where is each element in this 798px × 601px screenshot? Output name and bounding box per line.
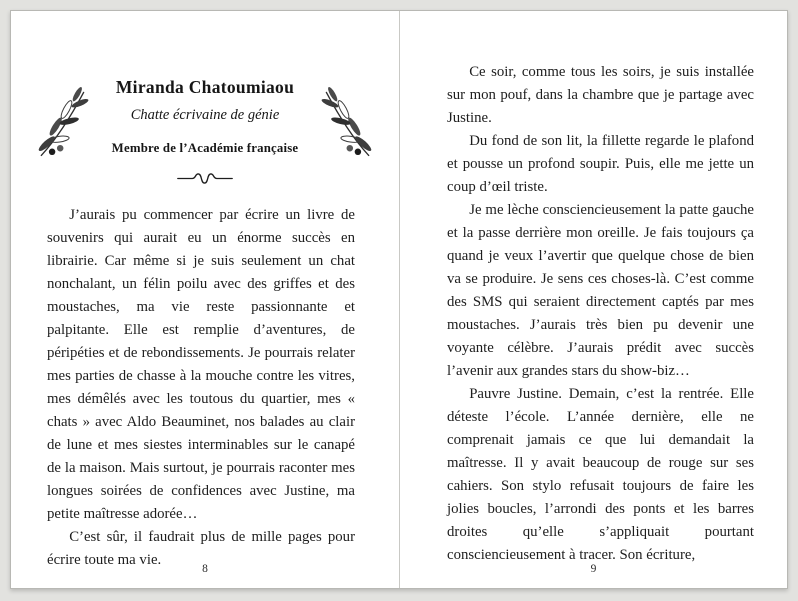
- author-subtitle: Chatte écrivaine de génie: [130, 107, 280, 123]
- chapter-header: [41, 77, 369, 191]
- flourish-divider-icon: [41, 171, 369, 191]
- page-left-text: [47, 204, 355, 572]
- page-right-text: [447, 61, 754, 567]
- paragraph: Pauvre Justine. Demain, c’est la rentrée. Elle déteste l’école. L’année dernière, elle ne comprenait jamais ce que lui demandait la maîtresse. Il y avait beaucoup de rouge sur ses cahiers. Son stylo refusait toujours de faire les jolies boucles, l’arrondi des ponts et les barres droites qu’elle s’appliquait pourtant consciencieusement à tracer. Son écriture,: [447, 386, 754, 563]
- page-left: [11, 11, 399, 588]
- author-affiliation: Membre de l’Académie française: [111, 141, 299, 155]
- paragraph: Ce soir, comme tous les soirs, je suis installée sur mon pouf, dans la chambre que je partage avec Justine.: [447, 64, 754, 126]
- author-title: Miranda Chatoumiaou: [115, 77, 295, 97]
- page-number-right: 9: [590, 563, 597, 575]
- book-spread: [10, 10, 788, 589]
- paragraph: C’est sûr, il faudrait plus de mille pages pour écrire toute ma vie.: [47, 529, 355, 568]
- page-number-left: 8: [202, 563, 208, 575]
- page-right: [400, 11, 787, 588]
- paragraph: Du fond de son lit, la fillette regarde le plafond et pousse un profond soupir. Puis, elle me jette un coup d’œil triste.: [447, 133, 754, 195]
- paragraph: Je me lèche consciencieusement la patte gauche et la passe derrière mon oreille. Je fais toujours ça quand je veux l’avertir que quelque chose de bien va se produire. Je sens ces choses-là. C’est comme des SMS qui seraient directement captés par mes moustaches. J’aurais très bien pu devenir une voyante célèbre. J’aurais prédit avec succès l’avenir aux grandes stars du show-biz…: [447, 202, 754, 379]
- paragraph: J’aurais pu commencer par écrire un livre de souvenirs qui aurait eu un énorme succès en librairie. Car même si je suis seulement un chat nonchalant, un félin poilu avec des griffes et des moustaches, ma vie reste passionnante et palpitante. Elle est remplie d’aventures, de péripéties et de rebondissements. Je pourrais relater mes parties de chasse à la mouche contre les vitres, mes démêlés avec les toutous du quartier, mes « chats » avec Aldo Beauminet, nos balades au clair de lune et mes siestes interminables sur le canapé de la maison. Mais surtout, je pourrais raconter mes longues soirées de confidences avec Justine, ma petite maîtresse adorée…: [47, 207, 355, 522]
